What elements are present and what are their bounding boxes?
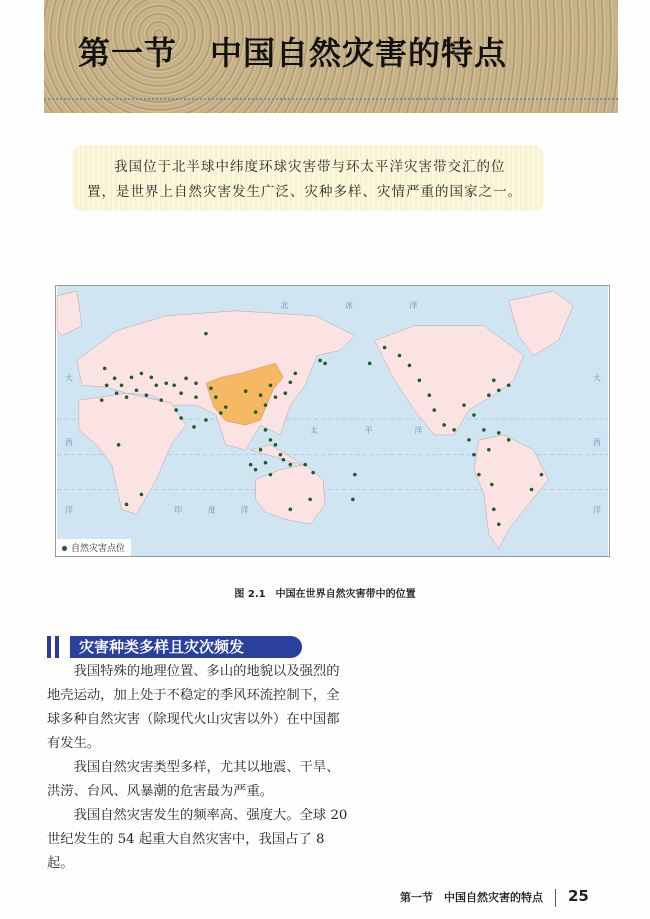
ocean-label-pacific-2: 平 <box>364 425 373 435</box>
ocean-label-atlantic-left-3: 洋 <box>64 505 73 515</box>
disaster-point <box>472 413 476 417</box>
disaster-point <box>174 408 178 412</box>
disaster-point <box>219 411 223 415</box>
disaster-point <box>113 377 117 381</box>
disaster-point <box>284 391 288 395</box>
disaster-point <box>289 463 293 467</box>
disaster-point <box>179 416 183 420</box>
page-footer <box>400 887 589 907</box>
disaster-point <box>279 453 283 457</box>
ocean-label-arctic-1: 北 <box>280 300 289 310</box>
disaster-point <box>172 383 176 387</box>
disaster-point <box>492 379 496 383</box>
disaster-point <box>311 471 315 475</box>
footer-section: 第一节 中国自然灾害的特点 <box>400 891 543 904</box>
disaster-point <box>254 468 258 472</box>
heading-bar-decoration <box>47 636 51 658</box>
disaster-point <box>120 383 124 387</box>
disaster-point <box>274 443 278 447</box>
disaster-point <box>194 395 198 399</box>
disaster-point <box>507 383 511 387</box>
disaster-point <box>323 362 327 366</box>
page-title: 第一节 中国自然灾害的特点 <box>78 34 508 72</box>
paragraph: 我国自然灾害发生的频率高、强度大。全球 20 世纪发生的 54 起重大自然灾害中，我国占了 8 起。 <box>47 808 348 871</box>
disaster-point <box>351 498 355 502</box>
disaster-point <box>244 389 248 393</box>
disaster-point <box>487 393 491 397</box>
ocean-label-atlantic-right-1: 大 <box>593 373 602 383</box>
ocean-label-atlantic-right-2: 西 <box>593 437 602 447</box>
disaster-point <box>383 346 387 350</box>
disaster-point <box>115 391 119 395</box>
disaster-point <box>452 428 456 432</box>
section-heading-label: 灾害种类多样且灾次频发 <box>70 636 302 658</box>
disaster-point <box>209 386 213 390</box>
disaster-point <box>274 395 278 399</box>
disaster-point <box>254 410 258 414</box>
disaster-point <box>194 381 198 385</box>
map-legend <box>56 539 131 556</box>
disaster-point <box>482 428 486 432</box>
disaster-point <box>140 493 144 497</box>
disaster-point <box>164 381 168 385</box>
legend-label: 自然灾害点位 <box>71 544 126 554</box>
disaster-point <box>487 448 491 452</box>
disaster-point <box>442 423 446 427</box>
figure-caption: 图 2.1 中国在世界自然灾害带中的位置 <box>234 589 416 600</box>
disaster-point <box>105 383 109 387</box>
disaster-point <box>159 398 163 402</box>
disaster-point <box>264 461 268 465</box>
disaster-point <box>427 393 431 397</box>
disaster-point <box>259 448 263 452</box>
disaster-point <box>100 398 104 402</box>
disaster-point <box>117 443 121 447</box>
disaster-point <box>214 395 218 399</box>
disaster-point <box>398 354 402 358</box>
disaster-point <box>125 395 129 399</box>
ocean-label-indian-1: 印 <box>174 505 183 515</box>
world-map <box>55 285 610 557</box>
disaster-point <box>303 463 307 467</box>
disaster-point <box>497 431 501 435</box>
legend-dot-icon <box>62 546 67 551</box>
disaster-point <box>472 453 476 457</box>
disaster-point <box>269 383 273 387</box>
disaster-point <box>418 379 422 383</box>
disaster-point <box>150 376 154 380</box>
disaster-point <box>145 393 149 397</box>
disaster-point <box>282 458 286 462</box>
disaster-point <box>269 473 273 477</box>
disaster-point <box>249 463 253 467</box>
disaster-point <box>224 405 228 409</box>
disaster-point <box>462 403 466 407</box>
ocean-label-indian-3: 洋 <box>240 505 249 515</box>
disaster-point <box>318 359 322 363</box>
ocean-label-atlantic-left-1: 大 <box>64 373 73 383</box>
paragraph: 我国自然灾害类型多样，尤其以地震、干旱、洪涝、台风、风暴潮的危害最为严重。 <box>47 760 340 799</box>
disaster-point <box>467 438 471 442</box>
ocean-label-pacific-1: 太 <box>310 425 319 435</box>
disaster-point <box>204 418 208 422</box>
disaster-point <box>490 483 494 487</box>
disaster-point <box>264 428 268 432</box>
disaster-point <box>155 383 159 387</box>
disaster-point <box>530 488 534 492</box>
disaster-point <box>507 438 511 442</box>
disaster-point <box>179 391 183 395</box>
disaster-point <box>204 332 208 336</box>
ocean-label-atlantic-left-2: 西 <box>64 437 73 447</box>
disaster-point <box>289 381 293 385</box>
disaster-point <box>125 503 129 507</box>
disaster-point <box>135 388 139 392</box>
disaster-point <box>540 473 544 477</box>
disaster-point <box>308 498 312 502</box>
ocean-label-arctic-3: 洋 <box>409 300 418 310</box>
disaster-point <box>259 393 263 397</box>
footer-divider <box>555 889 556 907</box>
disaster-point <box>293 372 297 376</box>
disaster-point <box>289 508 293 512</box>
disaster-point <box>264 403 268 407</box>
ocean-label-indian-2: 度 <box>207 505 216 515</box>
disaster-point <box>140 372 144 376</box>
disaster-point <box>130 376 134 380</box>
disaster-point <box>497 522 501 526</box>
body-text <box>47 660 349 876</box>
disaster-point <box>492 508 496 512</box>
disaster-point <box>368 362 372 366</box>
disaster-point <box>184 377 188 381</box>
ocean-label-atlantic-right-3: 洋 <box>593 505 602 515</box>
heading-bar-decoration <box>55 636 59 658</box>
disaster-point <box>103 367 107 371</box>
ocean-label-arctic-2: 冰 <box>344 300 353 310</box>
paragraph: 我国特殊的地理位置、多山的地貌以及强烈的地壳运动，加上处于不稳定的季风环流控制下，全球多种自然灾害（除现代火山灾害以外）在中国都有发生。 <box>47 664 340 751</box>
page-number: 25 <box>568 887 589 905</box>
disaster-point <box>353 473 357 477</box>
disaster-point <box>432 408 436 412</box>
disaster-point <box>192 425 196 429</box>
disaster-point <box>269 438 273 442</box>
intro-text: 我国位于北半球中纬度环球灾害带与环太平洋灾害带交汇的位置，是世界上自然灾害发生广泛、灾种多样、灾情严重的国家之一。 <box>87 159 522 200</box>
disaster-point <box>497 388 501 392</box>
ocean-label-pacific-3: 洋 <box>414 425 423 435</box>
disaster-point <box>408 364 412 368</box>
intro-box <box>72 145 544 211</box>
disaster-point <box>477 473 481 477</box>
